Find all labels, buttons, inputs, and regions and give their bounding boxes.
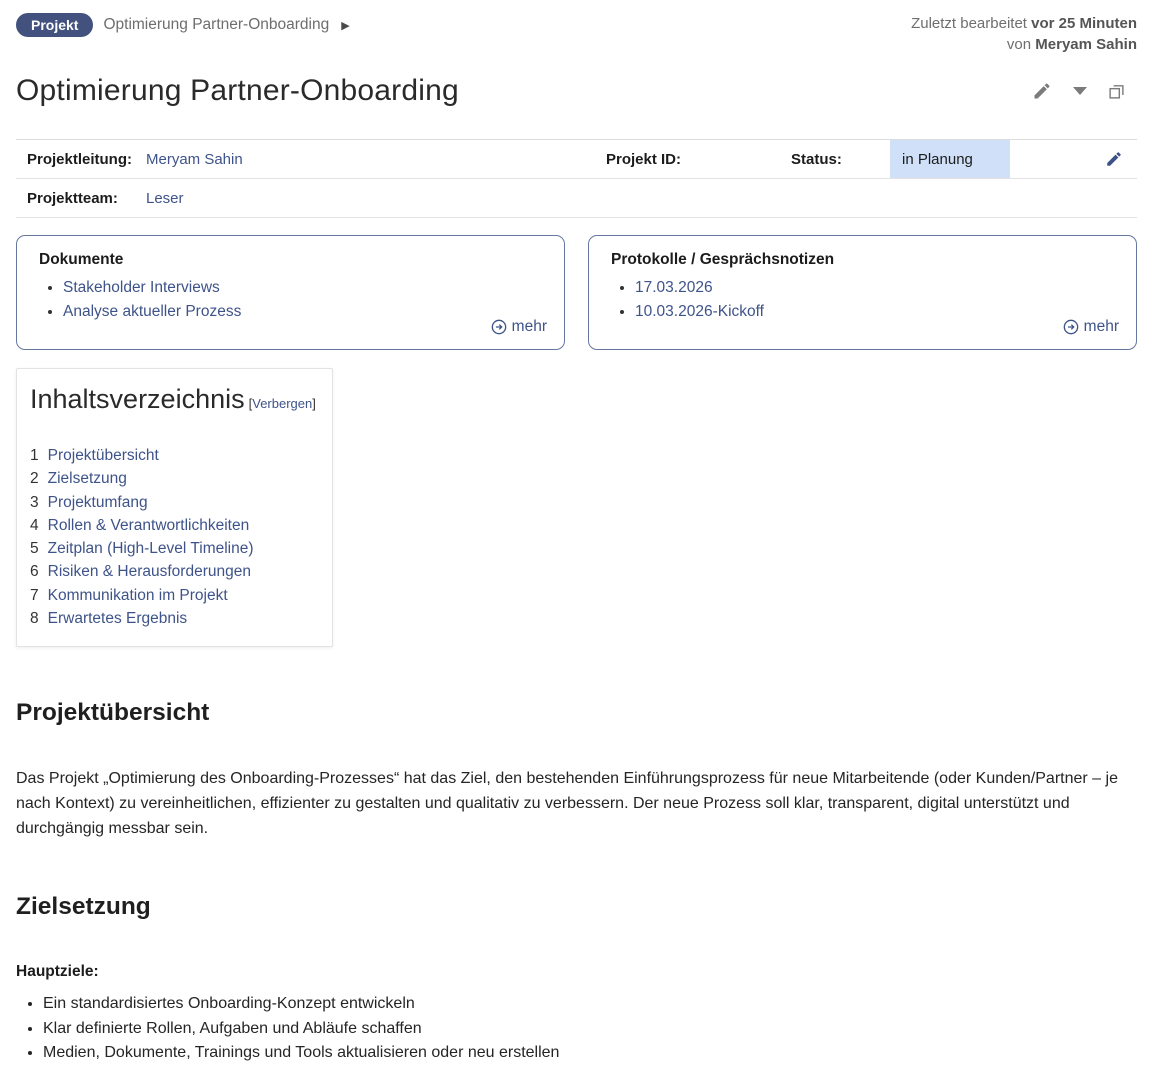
edit-page-button[interactable] bbox=[1032, 81, 1052, 101]
project-meta-table bbox=[16, 139, 1137, 218]
edit-icon bbox=[1105, 150, 1123, 168]
edit-meta-button[interactable] bbox=[1105, 150, 1123, 168]
document-link[interactable]: Analyse aktueller Prozess bbox=[63, 303, 242, 320]
toc-link[interactable]: Projektumfang bbox=[47, 493, 148, 511]
documents-more-link[interactable]: mehr bbox=[491, 318, 547, 336]
protocol-link[interactable]: 17.03.2026 bbox=[635, 279, 713, 296]
toc-link[interactable]: Rollen & Verantwortlichkeiten bbox=[47, 516, 250, 534]
protocols-more-link[interactable]: mehr bbox=[1063, 318, 1119, 336]
documents-box-title: Dokumente bbox=[39, 251, 124, 268]
toc-link[interactable]: Risiken & Herausforderungen bbox=[47, 563, 251, 581]
last-edited-author: Meryam Sahin bbox=[1035, 36, 1137, 53]
list-item bbox=[63, 300, 544, 324]
goals-subheading: Hauptziele: bbox=[16, 963, 99, 981]
header-top-row bbox=[16, 0, 1137, 55]
list-item: • Klar definierte Rollen, Aufgaben und Abläufe schaffen bbox=[43, 1017, 1137, 1042]
title-row bbox=[16, 74, 1137, 108]
title-actions bbox=[1032, 81, 1137, 101]
list-item: • Medien, Dokumente, Trainings und Tools aktualisieren oder neu erstellen bbox=[43, 1041, 1137, 1066]
list-item bbox=[63, 276, 544, 300]
circle-arrow-icon bbox=[491, 319, 507, 335]
info-boxes bbox=[16, 235, 1137, 350]
toc-toggle-wrap: [Verbergen] bbox=[248, 396, 316, 411]
list-item bbox=[635, 300, 1116, 324]
meta-row-team bbox=[16, 179, 1137, 218]
page-actions-dropdown-button[interactable] bbox=[1073, 87, 1087, 95]
toc-link[interactable]: Projektübersicht bbox=[47, 447, 159, 464]
table-of-contents bbox=[16, 368, 333, 647]
expand-icon bbox=[1108, 83, 1125, 100]
last-edited-info bbox=[911, 13, 1137, 55]
toc-item: 7 Kommunikation im Projekt bbox=[30, 584, 316, 607]
section-heading-goals: Zielsetzung bbox=[16, 893, 151, 921]
circle-arrow-icon bbox=[1063, 319, 1079, 335]
toc-item: 4 Rollen & Verantwortlichkeiten bbox=[30, 514, 316, 537]
caret-down-icon bbox=[1073, 87, 1087, 95]
leader-value-link[interactable]: Meryam Sahin bbox=[146, 150, 243, 168]
breadcrumb bbox=[16, 13, 350, 37]
documents-box bbox=[16, 235, 565, 350]
project-id-label: Projekt ID: bbox=[606, 150, 682, 168]
toc-item: 6 Risiken & Herausforderungen bbox=[30, 560, 316, 583]
toc-list bbox=[30, 444, 316, 630]
protocol-link[interactable]: 10.03.2026-Kickoff bbox=[635, 303, 764, 320]
protocols-box-title: Protokolle / Gesprächsnotizen bbox=[611, 251, 835, 268]
toc-link[interactable]: Zielsetzung bbox=[47, 470, 127, 488]
status-label: Status: bbox=[791, 150, 842, 168]
meta-row-leader bbox=[16, 140, 1137, 179]
toc-title: Inhaltsverzeichnis bbox=[30, 384, 245, 414]
last-edited-time: vor 25 Minuten bbox=[1031, 15, 1137, 32]
page-title: Optimierung Partner-Onboarding bbox=[16, 74, 459, 107]
document-link[interactable]: Stakeholder Interviews bbox=[63, 279, 220, 296]
status-value[interactable]: in Planung bbox=[890, 140, 1010, 178]
protocols-list bbox=[611, 276, 1116, 324]
expand-view-button[interactable] bbox=[1108, 83, 1125, 100]
team-value-link[interactable]: Leser bbox=[146, 189, 184, 207]
goals-list bbox=[16, 992, 1137, 1066]
team-label: Projektteam: bbox=[27, 189, 118, 207]
toc-item: 5 Zeitplan (High-Level Timeline) bbox=[30, 537, 316, 560]
toc-link[interactable]: Erwartetes Ergebnis bbox=[47, 610, 188, 628]
section-heading-overview: Projektübersicht bbox=[16, 699, 210, 727]
toc-toggle-link[interactable]: Verbergen bbox=[252, 396, 313, 411]
documents-list bbox=[39, 276, 544, 324]
overview-paragraph: Das Projekt „Optimierung des Onboarding-Prozesses“ hat das Ziel, den bestehenden Einführungsprozess für neue Mitarbeitende (oder Kunden/Partner – je nach Kontext) zu vereinheitlichen, effizienter zu gestalten und qualitativ zu verbessern. Der neue Prozess soll klar, transparent, digital unterstützt und durchgängig messbar sein. bbox=[16, 770, 1118, 838]
toc-header bbox=[30, 384, 316, 415]
toc-item: 3 Projektumfang bbox=[30, 491, 316, 514]
breadcrumb-page-link[interactable]: Optimierung Partner-Onboarding bbox=[103, 16, 330, 33]
last-edited-by-prefix: von bbox=[1006, 36, 1032, 53]
toc-item: 2 Zielsetzung bbox=[30, 467, 316, 490]
list-item bbox=[635, 276, 1116, 300]
leader-label: Projektleitung: bbox=[27, 150, 133, 168]
toc-item: 8 Erwartetes Ergebnis bbox=[30, 607, 316, 630]
list-item: • Ein standardisiertes Onboarding-Konzept entwickeln bbox=[43, 992, 1137, 1017]
last-edited-prefix: Zuletzt bearbeitet bbox=[911, 15, 1027, 32]
namespace-badge[interactable]: Projekt bbox=[16, 13, 93, 37]
toc-link[interactable]: Zeitplan (High-Level Timeline) bbox=[47, 540, 254, 558]
edit-icon bbox=[1032, 81, 1052, 101]
protocols-box bbox=[588, 235, 1137, 350]
breadcrumb-arrow-icon[interactable]: ▶ bbox=[341, 19, 350, 32]
toc-link[interactable]: Kommunikation im Projekt bbox=[47, 586, 228, 604]
toc-item: 1 Projektübersicht bbox=[30, 444, 316, 467]
